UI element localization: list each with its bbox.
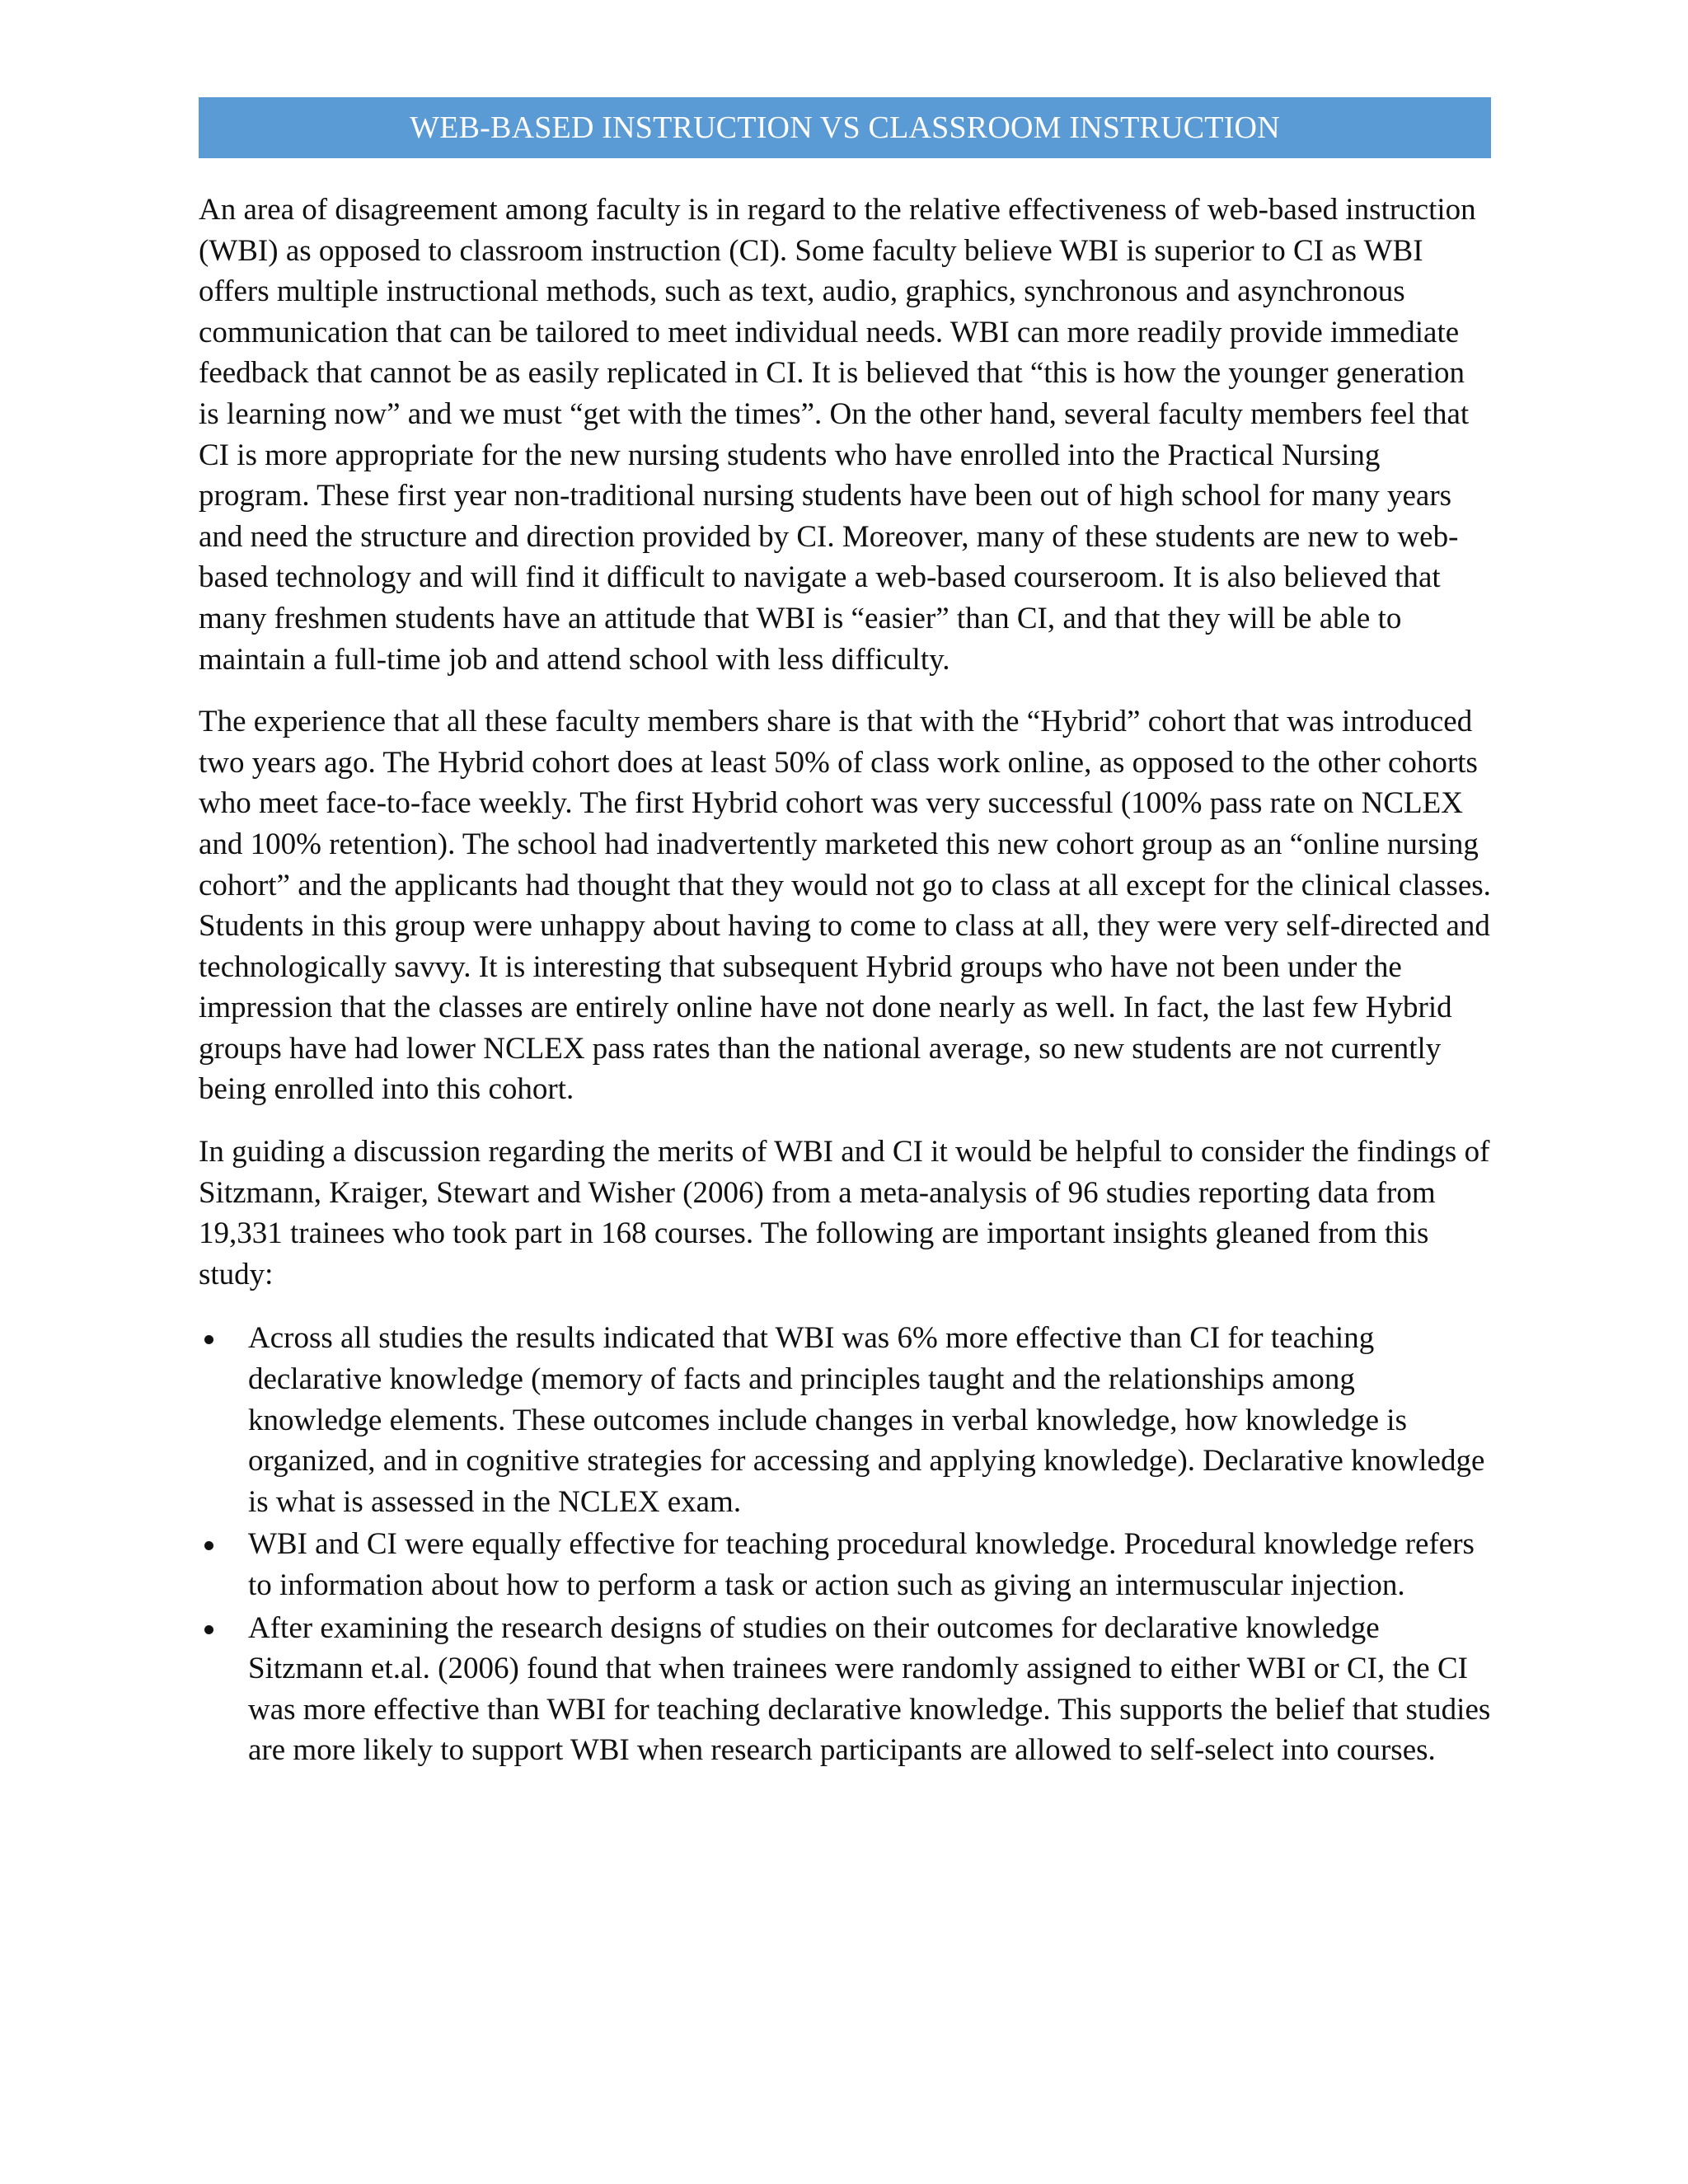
list-item <box>199 1608 1491 1771</box>
list-item-text: WBI and CI were equally effective for teaching procedural knowledge. Procedural knowledge refers to information about how to perform a task or action such as giving an intermuscular injection. <box>248 1527 1475 1602</box>
bullet-icon <box>204 1625 213 1634</box>
bullet-icon <box>204 1335 213 1344</box>
list-item-text: Across all studies the results indicated that WBI was 6% more effective than CI for teaching declarative knowledge (memory of facts and principles taught and the relationships among knowledge elements. These outcomes include changes in verbal knowledge, how knowledge is organized, and in cognitive strategies for accessing and applying knowledge). Declarative knowledge is what is assessed in the NCLEX exam. <box>248 1321 1485 1519</box>
paragraph-meta-analysis: In guiding a discussion regarding the merits of WBI and CI it would be helpful to consider the findings of Sitzmann, Kraiger, Stewart and Wisher (2006) from a meta-analysis of 96 studies reporting data from 19,331 trainees who took part in 168 courses. The following are important insights gleaned from this study: <box>199 1135 1490 1291</box>
paragraph-hybrid-cohort: The experience that all these faculty members share is that with the “Hybrid” cohort that was introduced two years ago. The Hybrid cohort does at least 50% of class work online, as opposed to the other cohorts who meet face-to-face weekly. The first Hybrid cohort was very successful (100% pass rate on NCLEX and 100% retention). The school had inadvertently marketed this new cohort group as an “online nursing cohort” and the applicants had thought that they would not go to class at all except for the clinical classes. Students in this group were unhappy about having to come to class at all, they were very self-directed and technologically savvy. It is interesting that subsequent Hybrid groups who have not been under the impression that the classes are entirely online have not done nearly as well. In fact, the last few Hybrid groups have had lower NCLEX pass rates than the national average, so new students are not currently being enrolled into this cohort. <box>199 705 1491 1107</box>
list-item <box>199 1318 1491 1522</box>
document-title: WEB-BASED INSTRUCTION VS CLASSROOM INSTRUCTION <box>199 97 1491 158</box>
document-page <box>199 97 1491 1773</box>
list-item <box>199 1524 1491 1605</box>
bullet-icon <box>204 1541 213 1550</box>
paragraph-intro: An area of disagreement among faculty is in regard to the relative effectiveness of web-based instruction (WBI) as opposed to classroom instruction (CI). Some faculty believe WBI is superior to CI as WBI offers multiple instructional methods, such as text, audio, graphics, synchronous and asynchronous communication that can be tailored to meet individual needs. WBI can more readily provide immediate feedback that cannot be as easily replicated in CI. It is believed that “this is how the younger generation is learning now” and we must “get with the times”. On the other hand, several faculty members feel that CI is more appropriate for the new nursing students who have enrolled into the Practical Nursing program. These first year non-traditional nursing students have been out of high school for many years and need the structure and direction provided by CI. Moreover, many of these students are new to web-based technology and will find it difficult to navigate a web-based courseroom. It is also believed that many freshmen students have an attitude that WBI is “easier” than CI, and that they will be able to maintain a full-time job and attend school with less difficulty. <box>199 193 1476 677</box>
list-item-text: After examining the research designs of studies on their outcomes for declarative knowledge Sitzmann et.al. (2006) found that when trainees were randomly assigned to either WBI or CI, the CI was more effective than WBI for teaching declarative knowledge. This supports the belief that studies are more likely to support WBI when research participants are allowed to self-select into courses. <box>248 1610 1491 1768</box>
findings-list <box>199 1318 1491 1771</box>
